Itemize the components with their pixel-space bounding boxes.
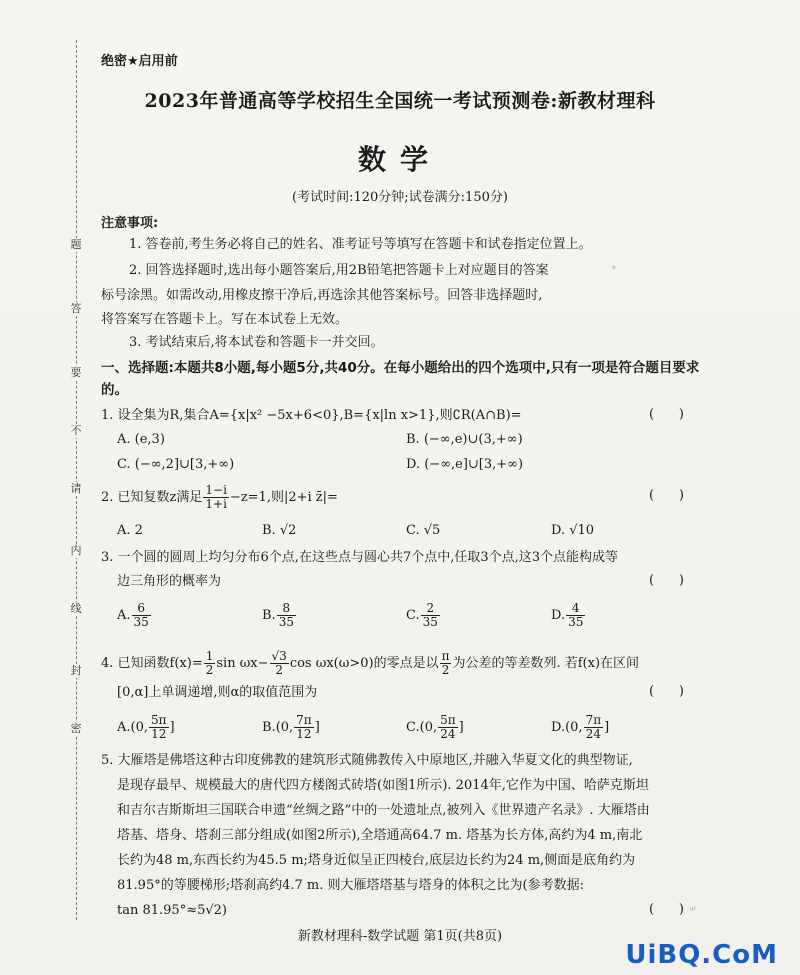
question-5-line-2: 是现存最早、规模最大的唐代四方楼阁式砖塔(如图1所示). 2014年,它作为中国、哈萨克斯坦 — [117, 778, 649, 793]
answer-blank: ( ) — [649, 902, 684, 917]
q2-option-d: D. √10 — [551, 523, 595, 538]
q4-option-a — [117, 714, 175, 741]
question-5-line-1: 5. 大雁塔是佛塔这种古印度佛教的建筑形式随佛教传入中原地区,并融入华夏文化的典型物证, — [101, 753, 633, 768]
q3-c-label: C. — [406, 608, 420, 623]
q4-d-fraction — [584, 714, 604, 741]
q4-d-pre: (0, — [565, 720, 583, 735]
q4-frac-half — [204, 650, 216, 677]
answer-blank: ( ) — [649, 573, 684, 588]
q4-b-num: 7π — [296, 713, 312, 727]
q4-option-b — [262, 714, 320, 741]
seal-char: 封 — [64, 664, 88, 678]
question-5-line-5: 长约为48 m,东西长约为45.5 m;塔身近似呈正四棱台,底层边长约为24 m,侧面是底角约为 — [117, 853, 636, 868]
q3-b-fraction — [277, 602, 296, 629]
q4-text-2: sin ωx− — [216, 656, 269, 671]
q4-f3-num: π — [441, 649, 450, 663]
seal-char: 密 — [64, 722, 88, 736]
q4-a-num: 5π — [151, 713, 167, 727]
q1-option-c: C. (−∞,2]∪[3,+∞) — [117, 457, 235, 472]
subject-title: 数学 — [357, 143, 442, 176]
exam-info: (考试时间:120分钟;试卷满分:150分) — [292, 190, 508, 205]
q4-d-num: 7π — [585, 713, 602, 727]
q4-option-c — [406, 714, 464, 741]
q4-text-1: 4. 已知函数f(x)= — [101, 656, 203, 671]
q4-text-3: cos ωx(ω>0)的零点是以 — [289, 656, 439, 671]
q3-c-num: 2 — [421, 602, 440, 616]
page-footer: 新教材理科-数学试题 第1页(共8页) — [297, 929, 503, 944]
q4-b-label: B. — [262, 720, 276, 735]
q3-b-label: B. — [262, 608, 276, 623]
notice-1: 1. 答卷前,考生务必将自己的姓名、准考证号等填写在答题卡和试卷指定位置上。 — [129, 237, 592, 252]
corner-mark: ᵍᵗ — [690, 906, 696, 916]
seal-char: 线 — [64, 602, 88, 616]
seal-char: 请 — [64, 482, 88, 496]
q4-b-post: ] — [314, 720, 320, 735]
q4-a-fraction — [149, 714, 169, 741]
q3-a-num: 6 — [132, 602, 151, 616]
q4-d-post: ] — [604, 720, 610, 735]
question-5-line-4: 塔基、塔身、塔刹三部分组成(如图2所示),全塔通高64.7 m. 塔基为长方体,高约为4 m,南北 — [117, 828, 643, 843]
q4-b-den: 12 — [296, 727, 312, 741]
q3-d-fraction — [566, 602, 585, 629]
q3-c-den: 35 — [422, 615, 438, 629]
q4-f1-num: 1 — [205, 649, 214, 663]
exam-title: 2023年普通高等学校招生全国统一考试预测卷:新教材理科 — [144, 90, 656, 112]
notice-heading: 注意事项: — [101, 216, 159, 231]
seal-char: 不 — [64, 424, 88, 438]
seal-char: 内 — [64, 544, 88, 558]
q3-d-label: D. — [551, 608, 566, 623]
seal-char: 答 — [64, 302, 88, 316]
q4-option-d — [551, 714, 609, 741]
q4-c-num: 5π — [440, 713, 456, 727]
q3-a-label: A. — [117, 608, 131, 623]
q1-option-d: D. (−∞,e]∪[3,+∞) — [406, 457, 524, 472]
q4-c-post: ] — [458, 720, 464, 735]
q3-d-num: 4 — [566, 602, 585, 616]
answer-blank: ( ) — [649, 488, 684, 503]
q1-option-a: A. (e,3) — [117, 432, 165, 447]
question-5-line-3: 和吉尔吉斯斯坦三国联合申遗“丝绸之路”中的一处遗址点,被列入《世界遗产名录》. 大雁塔由 — [117, 803, 650, 818]
q3-option-b — [262, 602, 297, 629]
notice-3: 3. 考试结束后,将本试卷和答题卡一并交回。 — [129, 335, 384, 350]
q2-frac-num: 1−i — [205, 483, 227, 497]
section-heading: 一、选择题:本题共8小题,每小题5分,共40分。在每小题给出的四个选项中,只有一项是符合题目要求的。 — [101, 360, 700, 398]
question-5-line-6: 81.95°的等腰梯形;塔刹高约4.7 m. 则大雁塔塔基与塔身的体积之比为(参考数据: — [117, 878, 584, 893]
watermark: UiBQ.CoM — [625, 940, 778, 970]
q2-frac-den: 1+i — [205, 497, 227, 511]
q3-option-c — [406, 602, 441, 629]
question-4-line-2: [0,α]上单调递增,则α的取值范围为 — [117, 685, 318, 700]
question-3-line-1: 3. 一个圆的圆周上均匀分布6个点,在这些点与圆心共7个点中,任取3个点,这3个点能构成等 — [101, 550, 619, 565]
question-3-line-2: 边三角形的概率为 — [117, 574, 222, 589]
q4-f1-den: 2 — [205, 663, 214, 677]
question-2-stem — [101, 484, 338, 511]
notice-2-cont: 标号涂黑。如需改动,用橡皮擦干净后,再选涂其他答案标号。回答非选择题时, — [101, 288, 543, 303]
q4-frac-root3 — [270, 650, 289, 677]
q4-c-label: C. — [406, 720, 420, 735]
confidential-label: 绝密★启用前 — [101, 54, 178, 69]
q4-d-label: D. — [551, 720, 566, 735]
q2-text-pre: 2. 已知复数z满足 — [101, 490, 203, 505]
q2-option-a: A. 2 — [117, 523, 143, 538]
q3-option-a — [117, 602, 152, 629]
seal-char: 要 — [64, 366, 88, 380]
q4-text-4: 为公差的等差数列. 若f(x)在区间 — [452, 656, 640, 671]
q4-c-den: 24 — [440, 727, 456, 741]
q3-option-d — [551, 602, 586, 629]
question-5-line-7: tan 81.95°≈5√2) — [117, 903, 227, 918]
q4-a-pre: (0, — [130, 720, 149, 735]
q2-option-b: B. √2 — [262, 523, 297, 538]
q3-a-den: 35 — [133, 615, 149, 629]
seal-char: 题 — [64, 238, 88, 252]
q1-option-b: B. (−∞,e)∪(3,+∞) — [406, 432, 523, 447]
q4-b-pre: (0, — [275, 720, 294, 735]
notice-2: 2. 回答选择题时,选出每小题答案后,用2B铅笔把答题卡上对应题目的答案 — [129, 263, 549, 278]
q4-f3-den: 2 — [441, 663, 450, 677]
q3-a-fraction — [132, 602, 151, 629]
answer-blank: ( ) — [649, 684, 684, 699]
q2-text-post: −z=1,则|2+i z̄|= — [229, 490, 338, 505]
q3-b-num: 8 — [277, 602, 296, 616]
q4-f2-den: 2 — [275, 663, 283, 677]
q3-d-den: 35 — [568, 615, 584, 629]
q3-c-fraction — [421, 602, 440, 629]
q2-fraction — [203, 484, 229, 511]
answer-blank: ( ) — [649, 407, 684, 422]
q4-c-fraction — [438, 714, 458, 741]
q4-frac-pi — [440, 650, 452, 677]
q4-a-post: ] — [169, 720, 175, 735]
stray-mark: ᵃ — [612, 264, 616, 275]
q3-b-den: 35 — [278, 615, 294, 629]
notice-2-end: 将答案写在答题卡上。写在本试卷上无效。 — [101, 312, 349, 327]
q4-b-fraction — [294, 714, 314, 741]
question-4-line-1 — [101, 650, 639, 677]
q4-d-den: 24 — [585, 727, 601, 741]
q4-f2-num: √3 — [271, 649, 287, 663]
q4-c-pre: (0, — [419, 720, 438, 735]
q4-a-label: A. — [117, 720, 131, 735]
question-1-stem: 1. 设全集为R,集合A={x|x² −5x+6<0},B={x|ln x>1},则∁R(A∩B)= — [101, 408, 522, 423]
q4-a-den: 12 — [151, 727, 167, 741]
q2-option-c: C. √5 — [406, 523, 441, 538]
